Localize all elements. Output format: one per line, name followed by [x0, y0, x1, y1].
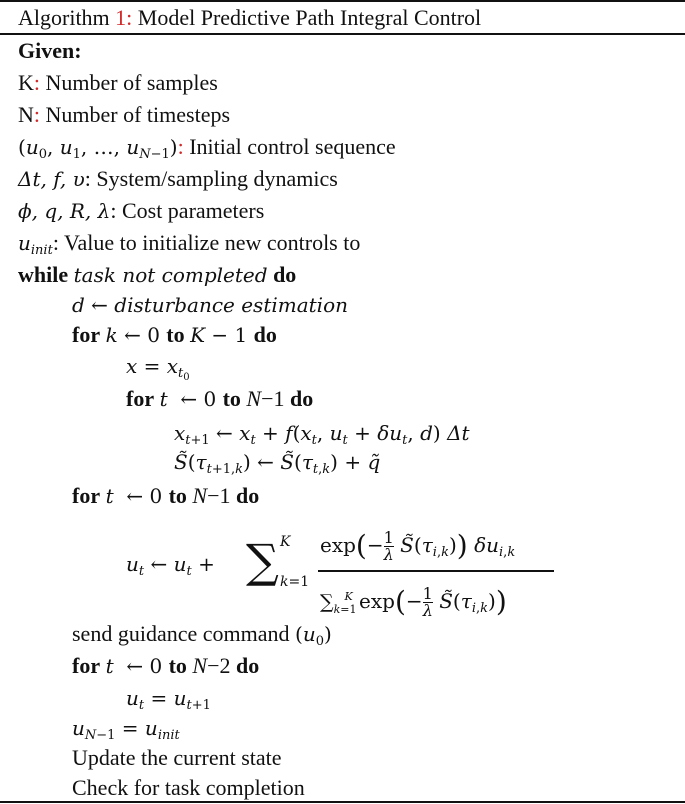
given-item-n: [18, 101, 230, 129]
kw-do-while: do: [273, 262, 297, 287]
fraction-numerator: exp(− $\frac{1}{\lambda}$ $S̃(\tau_{i,k})$) $\delta u_{i,k}$: [320, 528, 516, 564]
send-command-arg: $(u_0)$: [295, 622, 332, 649]
sum-lower: k=1: [280, 574, 310, 590]
kw-while: while: [18, 262, 69, 287]
control-seq-math: ($u_0$, $u_1$, …, $u_{N-1}$): [18, 135, 178, 162]
fraction-bar: [318, 570, 554, 572]
kw-for-t2: for: [72, 483, 101, 508]
for-t2-line: [72, 482, 259, 510]
algorithm-number: 1: [115, 5, 127, 30]
cost-math: ϕ, q, R, λ: [18, 199, 111, 223]
kw-to-k: to: [166, 322, 185, 347]
for-k-line: [72, 321, 277, 349]
for-t3-line: [72, 652, 259, 680]
given-text-uinit: Value to initialize new controls to: [58, 230, 361, 255]
control-lhs: $u_t$ ← $u_t$ +: [126, 552, 215, 579]
kw-to-t3: to: [168, 653, 187, 678]
loop-t3-upper: N−2: [192, 653, 236, 678]
given-sep-dyn: :: [84, 166, 91, 191]
kw-do-t1: do: [290, 386, 314, 411]
loop-t3-math: t ← 0: [105, 654, 169, 678]
header-rule: [0, 33, 685, 35]
given-sep-uinit: :: [52, 230, 59, 255]
send-command-line: [72, 620, 332, 648]
uinit-math: $u_{init}$: [18, 231, 53, 258]
algorithm-title: Model Predictive Path Integral Control: [132, 5, 482, 30]
kw-do-t3: do: [236, 653, 260, 678]
given-sep-k: :: [33, 70, 41, 95]
dynamics-math: Δt, f, υ: [18, 167, 85, 191]
disturbance-line: [72, 291, 348, 319]
algorithm-prefix: Algorithm: [18, 5, 116, 30]
kw-do-t2: do: [236, 483, 260, 508]
state-update-line: [174, 419, 470, 447]
given-sep-n: :: [33, 102, 41, 127]
given-sym-k: K: [18, 70, 34, 95]
given-item-control-seq: [18, 133, 396, 161]
given-text-cost: Cost parameters: [116, 198, 265, 223]
shift-line: [126, 684, 211, 712]
loop-t2-upper: N−1: [192, 483, 236, 508]
cost-update-line: [174, 448, 380, 476]
sum-upper: K: [280, 534, 291, 550]
check-completion-line: Check for task completion: [72, 775, 305, 800]
sum-symbol: ∑: [246, 534, 279, 588]
algorithm-colon: :: [126, 5, 133, 30]
kw-for-t3: for: [72, 653, 101, 678]
update-state-line: Update the current state: [72, 745, 282, 770]
loop-k-math: k ← 0: [105, 323, 167, 347]
top-rule: [0, 0, 685, 2]
given-text-dyn: System/sampling dynamics: [90, 166, 338, 191]
kw-to-t1: to: [222, 386, 241, 411]
given-text-n: Number of timesteps: [40, 102, 231, 127]
init-last-math: $u_{N-1} = u_{init}$: [72, 716, 180, 743]
algorithm-header: [18, 4, 481, 32]
loop-t2-math: t ← 0: [105, 484, 169, 508]
given-item-k: [18, 69, 218, 97]
given-item-cost: [18, 197, 264, 225]
while-condition: task not completed: [73, 263, 268, 287]
given-sep-control: :: [177, 134, 184, 159]
send-command-text: send guidance command: [72, 621, 290, 646]
state-update-math: $x_{t+1}$ ← $x_t + f(x_t$, $u_t + \delta u_t$, d) Δt: [174, 421, 470, 448]
kw-do-k: do: [253, 322, 277, 347]
given-item-uinit: [18, 229, 360, 257]
cost-update-math: $S̃(\tau_{t+1,k})$ ← $S̃(\tau_{t,k})$ + q̃: [174, 450, 381, 477]
given-text-control: Initial control sequence: [183, 134, 396, 159]
loop-t1-upper: N−1: [246, 386, 290, 411]
kw-to-t2: to: [168, 483, 187, 508]
x-init-line: [126, 352, 190, 383]
given-sym-n: N: [18, 102, 34, 127]
given-item-dynamics: [18, 165, 338, 193]
loop-t1-math: t ← 0: [159, 387, 223, 411]
given-label: Given:: [18, 38, 82, 63]
given-text-k: Number of samples: [40, 70, 218, 95]
disturbance-math: d ← disturbance estimation: [72, 293, 348, 317]
init-last-line: [72, 714, 180, 742]
given-sep-cost: :: [110, 198, 117, 223]
fraction-denominator: $\sum_{k=1}^K$ exp(− $\frac{1}{\lambda}$ $S̃(\tau_{i,k})$): [320, 584, 507, 620]
shift-math: $u_t = u_{t+1}$: [126, 686, 211, 713]
kw-for-k: for: [72, 322, 101, 347]
while-line: [18, 261, 296, 289]
kw-for-t1: for: [126, 386, 155, 411]
loop-k-upper: K − 1: [190, 323, 254, 347]
x-init-math: $x = x_{t_0}$: [126, 354, 190, 383]
for-t1-line: [126, 385, 313, 413]
